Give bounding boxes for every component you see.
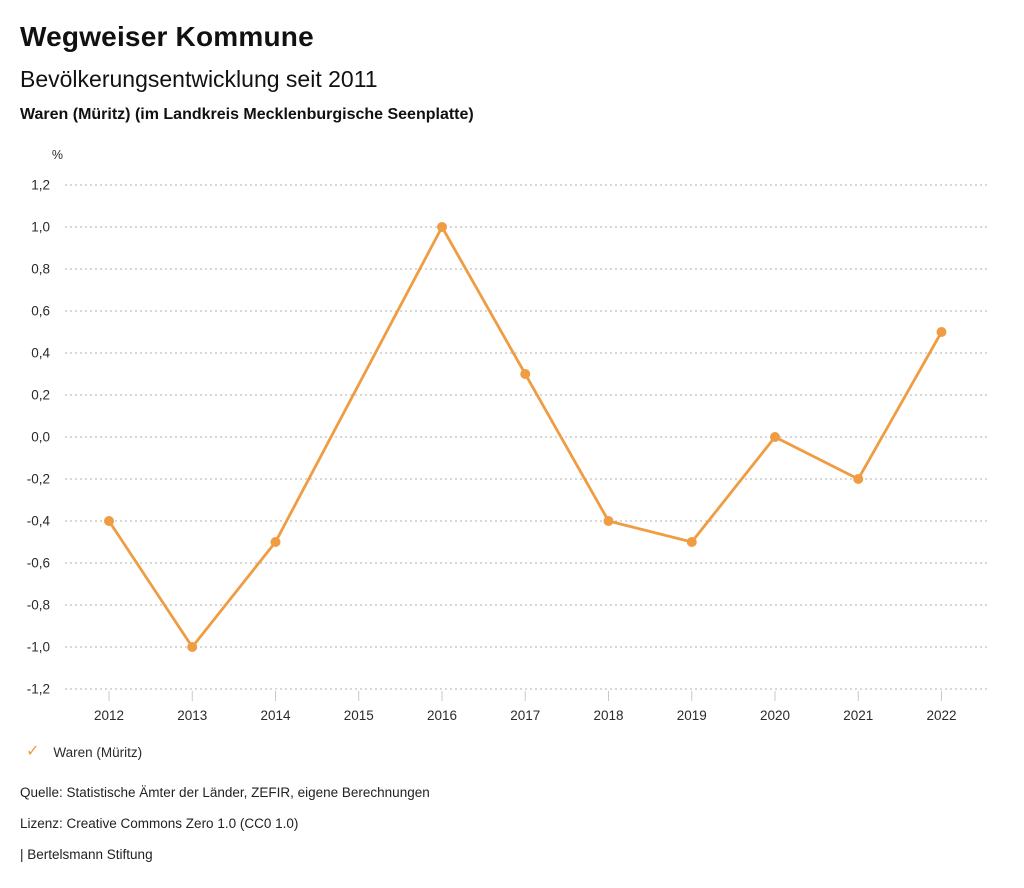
svg-text:-0,4: -0,4 bbox=[26, 513, 50, 529]
legend-label: Waren (Müritz) bbox=[53, 744, 143, 760]
region-label: Waren (Müritz) (im Landkreis Mecklenburgische Seenplatte) bbox=[20, 106, 474, 123]
source-note: Quelle: Statistische Ämter der Länder, ZEFIR, eigene Berechnungen bbox=[20, 785, 430, 800]
data-point-2021[interactable] bbox=[853, 474, 863, 484]
svg-text:2012: 2012 bbox=[93, 708, 125, 723]
data-point-2018[interactable] bbox=[604, 516, 614, 526]
svg-text:2015: 2015 bbox=[343, 708, 374, 723]
svg-text:0,8: 0,8 bbox=[31, 261, 50, 277]
chart-subtitle: Bevölkerungsentwicklung seit 2011 bbox=[20, 66, 378, 92]
line-chart bbox=[0, 140, 1024, 740]
license-note: Lizenz: Creative Commons Zero 1.0 (CC0 1.0) bbox=[20, 816, 299, 831]
x-axis-labels bbox=[94, 708, 957, 723]
svg-text:2014: 2014 bbox=[260, 708, 291, 723]
svg-text:0,0: 0,0 bbox=[31, 429, 50, 445]
chart-canvas bbox=[0, 140, 1024, 740]
page-title: Wegweiser Kommune bbox=[20, 21, 314, 52]
svg-text:2019: 2019 bbox=[676, 708, 707, 723]
svg-text:2021: 2021 bbox=[843, 708, 874, 723]
data-point-2013[interactable] bbox=[187, 642, 197, 652]
data-point-2020[interactable] bbox=[770, 432, 780, 442]
svg-text:-1,2: -1,2 bbox=[26, 681, 50, 697]
svg-text:2020: 2020 bbox=[759, 708, 791, 723]
data-point-2017[interactable] bbox=[520, 369, 530, 379]
svg-text:2013: 2013 bbox=[177, 708, 208, 723]
svg-text:0,4: 0,4 bbox=[31, 345, 50, 361]
svg-text:-0,6: -0,6 bbox=[26, 555, 50, 571]
data-point-2012[interactable] bbox=[104, 516, 114, 526]
y-axis-unit-label: % bbox=[51, 148, 63, 162]
svg-text:2016: 2016 bbox=[426, 708, 458, 723]
svg-text:0,6: 0,6 bbox=[31, 303, 50, 319]
data-point-2022[interactable] bbox=[937, 327, 947, 337]
svg-text:2017: 2017 bbox=[510, 708, 541, 723]
brand-note: | Bertelsmann Stiftung bbox=[20, 847, 153, 862]
svg-text:1,2: 1,2 bbox=[31, 177, 50, 193]
svg-text:-1,0: -1,0 bbox=[26, 639, 50, 655]
legend-check-icon[interactable]: ✓ bbox=[26, 743, 40, 760]
y-axis-labels bbox=[27, 178, 51, 697]
legend-item[interactable] bbox=[26, 744, 142, 760]
svg-text:2018: 2018 bbox=[593, 708, 624, 723]
data-point-2014[interactable] bbox=[271, 537, 281, 547]
svg-text:-0,2: -0,2 bbox=[26, 471, 50, 487]
y-gridlines bbox=[65, 185, 990, 689]
svg-text:-0,8: -0,8 bbox=[26, 597, 50, 613]
data-point-2019[interactable] bbox=[687, 537, 697, 547]
svg-text:1,0: 1,0 bbox=[31, 219, 50, 235]
svg-text:2022: 2022 bbox=[926, 708, 957, 723]
x-axis-ticks bbox=[109, 691, 942, 701]
data-point-2016[interactable] bbox=[437, 222, 447, 232]
svg-text:0,2: 0,2 bbox=[31, 387, 50, 403]
